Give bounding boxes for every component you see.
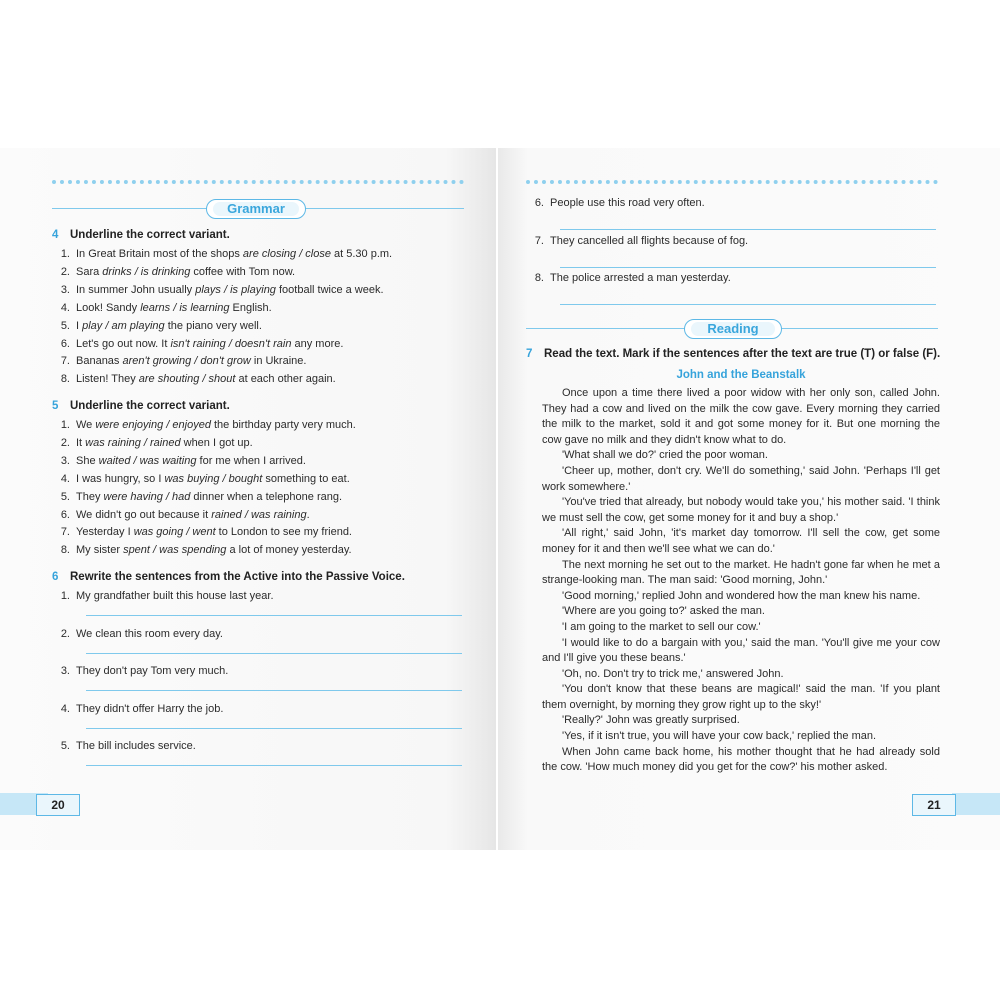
task-number: 6: [52, 571, 59, 583]
exercise-item: [52, 302, 272, 314]
item-text: Listen! They: [76, 373, 139, 386]
item-text: They: [76, 490, 104, 503]
exercise-item: [52, 419, 356, 431]
exercise-item: [52, 373, 336, 385]
item-text: dinner when a telephone rang.: [190, 490, 343, 503]
item-number: 1.: [60, 248, 70, 260]
exercise-item: [52, 491, 342, 503]
answer-options: rained / was raining: [211, 508, 307, 521]
task-5-heading: [52, 400, 230, 412]
dotted-divider: [526, 180, 938, 188]
item-number: 7.: [60, 355, 70, 368]
story-paragraph: 'You've tried that already, but nobody would take you,' his mother said. 'I think we must sell the cow, get some money for it and buy a shop.': [542, 496, 940, 524]
exercise-item: [52, 509, 310, 521]
item-text: In summer John usually: [76, 283, 196, 296]
exercise-item: [52, 320, 262, 332]
answer-options: plays / is playing: [195, 283, 276, 296]
item-text: People use this road very often.: [550, 197, 705, 209]
item-text: I was hungry, so I: [76, 472, 165, 485]
answer-options: learns / is learning: [140, 301, 230, 314]
item-text: They cancelled all flights because of fog.: [550, 234, 749, 247]
exercise-item: [52, 473, 350, 485]
answer-options: are shouting / shout: [138, 373, 236, 386]
item-number: 3.: [60, 283, 70, 296]
item-text: English.: [229, 301, 272, 314]
item-text: to London to see my friend.: [215, 526, 352, 539]
item-number: 5.: [60, 740, 70, 752]
item-number: 4.: [60, 472, 70, 485]
item-text: when I got up.: [180, 436, 253, 449]
item-text: .: [306, 508, 310, 521]
exercise-item: [52, 544, 352, 556]
answer-options: were having / had: [103, 490, 191, 503]
exercise-item: [52, 284, 384, 296]
exercise-item: [52, 248, 392, 260]
item-text: My sister: [76, 544, 124, 557]
item-text: Yesterday I: [76, 526, 134, 539]
story-paragraph: When John came back home, his mother thought that he had already sold the cow. 'How much money did you get for the cow?' his mother asked.: [542, 745, 940, 774]
item-text: Bananas: [76, 355, 123, 368]
dotted-divider: [52, 180, 464, 188]
story-paragraph: 'Yes, if it isn't true, you will have your cow back,' replied the man.: [562, 730, 877, 743]
item-text: for me when I arrived.: [196, 454, 306, 467]
story-paragraph: 'Oh, no. Don't try to trick me,' answered John.: [562, 667, 784, 680]
task-number: 5: [52, 400, 59, 412]
exercise-item: [52, 703, 223, 715]
story-paragraph: 'I am going to the market to sell our cow.': [562, 620, 761, 633]
exercise-item: [526, 272, 731, 284]
item-text: The bill includes service.: [76, 740, 196, 752]
task-7-heading: 7 Read the text. Mark if the sentences after the text are true (T) or false (F).: [526, 348, 941, 360]
item-number: 2.: [60, 265, 70, 278]
answer-line: [86, 690, 462, 691]
item-text: My grandfather built this house last year.: [76, 590, 274, 602]
item-text: It: [76, 436, 86, 449]
reading-section-label: Reading: [684, 319, 782, 339]
task-title: Rewrite the sentences from the Active into the Passive Voice.: [70, 571, 405, 583]
item-number: 8.: [60, 544, 70, 557]
exercise-item: [52, 355, 306, 367]
story-paragraph: 'You don't know that these beans are magical!' said the man. 'If you plant them overnight, by morning they grow right up to the sky!': [542, 683, 940, 711]
answer-options: are closing / close: [242, 248, 331, 260]
item-text: She: [76, 454, 99, 467]
item-number: 7.: [534, 234, 544, 247]
story-paragraph: The next morning he set out to the market. He hadn't gone far when he met a strange-looking man. The man said: 'Good morning, John.': [542, 558, 940, 587]
item-text: Let's go out now. It: [76, 337, 171, 350]
item-number: 8.: [534, 272, 544, 284]
item-number: 8.: [60, 373, 70, 386]
page-tab: [952, 793, 1000, 815]
item-text: I: [76, 319, 83, 332]
story-paragraph: 'All right,' said John, 'it's market day tomorrow. I'll sell the cow, get some money for it and then we'll see what we can do.': [542, 527, 940, 555]
answer-options: was going / went: [133, 526, 216, 539]
item-number: 3.: [60, 454, 70, 467]
item-number: 6.: [534, 197, 544, 209]
exercise-item: [526, 197, 705, 209]
answer-line: [86, 653, 462, 654]
item-number: 3.: [60, 665, 70, 677]
item-number: 1.: [60, 419, 70, 431]
task-6-heading: [52, 571, 405, 583]
grammar-section-label: Grammar: [206, 199, 306, 219]
item-text: at 5.30 p.m.: [330, 248, 393, 260]
exercise-item: [52, 665, 228, 677]
item-number: 6.: [60, 508, 70, 521]
item-text: They didn't offer Harry the job.: [76, 702, 224, 715]
answer-line: [86, 765, 462, 766]
page-number: 20: [36, 794, 80, 816]
item-text: something to eat.: [262, 472, 350, 485]
item-text: Look! Sandy: [76, 301, 141, 314]
item-number: 4.: [60, 301, 70, 314]
story-paragraph: 'Good morning,' replied John and wondered how the man knew his name.: [562, 589, 921, 602]
exercise-item: [52, 437, 253, 449]
story-paragraph: 'I would like to do a bargain with you,' said the man. 'You'll give me your cow and I'll give you these beans.': [542, 636, 940, 665]
exercise-item: [52, 628, 223, 640]
exercise-item: [52, 455, 306, 467]
task-number: 4: [52, 229, 59, 241]
story-paragraph: 'Where are you going to?' asked the man.: [562, 605, 765, 618]
item-number: 5.: [60, 490, 70, 503]
answer-line: [560, 267, 936, 268]
item-text: a lot of money yesterday.: [226, 544, 352, 557]
item-text: We didn't go out because it: [76, 508, 212, 521]
exercise-item: [52, 266, 295, 278]
answer-options: drinks / is drinking: [102, 265, 191, 278]
item-text: football twice a week.: [275, 283, 384, 296]
answer-options: spent / was spending: [123, 544, 227, 557]
item-number: 6.: [60, 337, 70, 350]
answer-line: [86, 615, 462, 616]
answer-line: [560, 304, 936, 305]
answer-options: was buying / bought: [164, 472, 263, 485]
item-text: the birthday party very much.: [210, 419, 356, 431]
item-number: 1.: [60, 590, 70, 602]
answer-options: isn't raining / doesn't rain: [170, 337, 292, 350]
item-text: The police arrested a man yesterday.: [550, 272, 731, 284]
exercise-item: [52, 526, 352, 538]
item-text: in Ukraine.: [250, 355, 307, 368]
answer-line: [560, 229, 936, 230]
item-text: Sara: [76, 265, 103, 278]
item-text: any more.: [291, 337, 344, 350]
item-text: at each other again.: [235, 373, 336, 386]
exercise-item: [526, 235, 748, 247]
exercise-item: [52, 740, 196, 752]
answer-options: was raining / rained: [85, 436, 181, 449]
story-paragraph: 'What shall we do?' cried the poor woman.: [562, 449, 768, 462]
story-title: John and the Beanstalk: [676, 369, 806, 381]
item-text: They don't pay Tom very much.: [76, 665, 229, 677]
item-text: the piano very well.: [164, 319, 262, 332]
story-text: [542, 386, 940, 776]
story-paragraph: Once upon a time there lived a poor widow with her only son, called John. They had a cow and lived on the milk the cow gave. Every morning they carried the milk to the market, sold it and got some money for it. But one morning the cow gave no milk and they didn't know what to do.: [542, 387, 940, 446]
story-paragraph: 'Cheer up, mother, don't cry. We'll do something,' said John. 'Perhaps I'll get work somewhere.': [542, 464, 940, 493]
exercise-item: [52, 590, 274, 602]
item-text: In Great Britain most of the shops: [76, 248, 243, 260]
page-number: 21: [912, 794, 956, 816]
answer-options: aren't growing / don't grow: [122, 355, 251, 368]
task-title: Underline the correct variant.: [70, 400, 230, 412]
story-paragraph: 'Really?' John was greatly surprised.: [562, 714, 740, 727]
task-4-heading: [52, 229, 230, 241]
item-number: 2.: [60, 436, 70, 449]
answer-options: play / am playing: [82, 319, 165, 332]
item-number: 5.: [60, 319, 70, 332]
item-text: coffee with Tom now.: [190, 265, 296, 278]
answer-options: were enjoying / enjoyed: [95, 419, 211, 431]
item-number: 4.: [60, 702, 70, 715]
answer-line: [86, 728, 462, 729]
answer-options: waited / was waiting: [98, 454, 197, 467]
item-number: 7.: [60, 526, 70, 539]
item-number: 2.: [60, 627, 70, 640]
task-title: Underline the correct variant.: [70, 229, 230, 241]
item-text: We clean this room every day.: [76, 627, 223, 640]
item-text: We: [76, 419, 96, 431]
exercise-item: [52, 338, 343, 350]
